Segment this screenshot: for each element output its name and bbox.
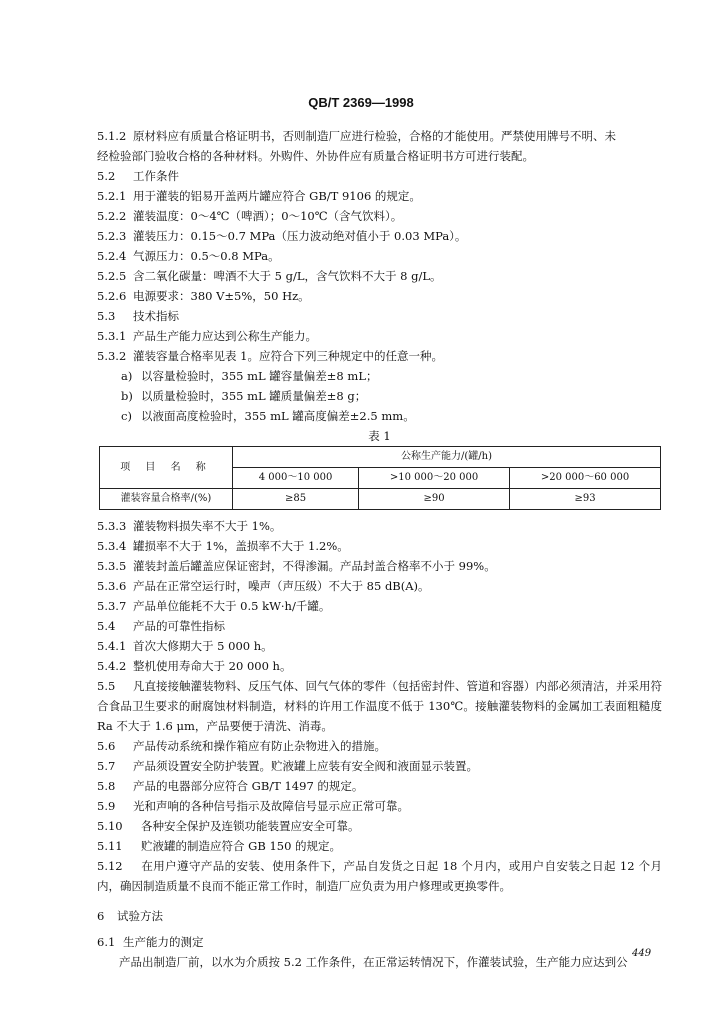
clause-line bbox=[97, 326, 662, 346]
clause-line bbox=[97, 796, 662, 816]
clause-line bbox=[97, 556, 662, 576]
clause-number: 5.1.2 bbox=[97, 129, 127, 143]
clause-text: 灌装压力：0.15～0.7 MPa（压力波动绝对值小于 0.03 MPa）。 bbox=[133, 229, 467, 243]
clause-number: 5.2 bbox=[97, 169, 116, 183]
clause-number: 5.3.6 bbox=[97, 579, 127, 593]
clause-line bbox=[97, 576, 662, 596]
table-cell: ≥85 bbox=[233, 489, 359, 510]
clause-number: 5.3 bbox=[97, 309, 116, 323]
sub-item bbox=[97, 406, 662, 426]
clause-text: 技术指标 bbox=[133, 309, 179, 323]
section-heading bbox=[97, 166, 662, 186]
clause-text: 灌装物料损失率不大于 1%。 bbox=[133, 519, 282, 533]
clause-line bbox=[97, 636, 662, 656]
clause-text: 在用户遵守产品的安装、使用条件下，产品自发货之日起 18 个月内，或用户自安装之日起 12 个月内，确因制造质量不良而不能正常工作时，制造厂应负责为用户修理或更换零件。 bbox=[97, 859, 662, 893]
row-label: 灌装容量合格率/(%) bbox=[100, 489, 233, 510]
section-heading bbox=[97, 932, 662, 952]
clause-number: 5.2.2 bbox=[97, 209, 127, 223]
clause-number: 5.3.4 bbox=[97, 539, 127, 553]
clause-text: 电源要求：380 V±5%，50 Hz。 bbox=[133, 289, 310, 303]
clause-number: 5.12 bbox=[97, 859, 123, 873]
chapter-title: 试验方法 bbox=[117, 909, 163, 923]
section-heading bbox=[97, 306, 662, 326]
section-heading bbox=[97, 616, 662, 636]
range-header: 4 000～10 000 bbox=[233, 468, 359, 489]
clause-text: 光和声响的各种信号指示及故障信号显示应正常可靠。 bbox=[133, 799, 409, 813]
sub-item-text: 以质量检验时，355 mL 罐质量偏差±8 g； bbox=[141, 389, 367, 403]
clause-text: 灌装容量合格率见表 1。应符合下列三种规定中的任意一种。 bbox=[133, 349, 443, 363]
clause-text: 产品在正常空运行时，噪声（声压级）不大于 85 dB(A)。 bbox=[133, 579, 430, 593]
clause-line bbox=[97, 756, 662, 776]
sub-item-text: 以容量检验时，355 mL 罐容量偏差±8 mL； bbox=[141, 369, 378, 383]
sub-item-text: 以液面高度检验时，355 mL 罐高度偏差±2.5 mm。 bbox=[141, 409, 415, 423]
clause-number: 5.9 bbox=[97, 799, 116, 813]
clause-number: 5.4.2 bbox=[97, 659, 127, 673]
sub-item-label: c) bbox=[121, 409, 132, 423]
clause-line bbox=[97, 186, 662, 206]
clause-line bbox=[97, 346, 662, 366]
clause-line bbox=[97, 536, 662, 556]
clause-line bbox=[97, 776, 662, 796]
clause-paragraph bbox=[97, 952, 662, 972]
item-name-header: 项 目 名 称 bbox=[100, 447, 233, 489]
clause-text: 灌装温度：0～4℃（啤酒）；0～10℃（含气饮料）。 bbox=[133, 209, 403, 223]
clause-number: 5.3.2 bbox=[97, 349, 127, 363]
clause-text: 产品出制造厂前，以水为介质按 5.2 工作条件，在正常运转情况下，作灌装试验，生产能力应达到公 bbox=[119, 955, 628, 969]
clause-text: 原材料应有质量合格证明书，否则制造厂应进行检验，合格的才能使用。严禁使用牌号不明、未 bbox=[133, 129, 616, 143]
clause-line bbox=[97, 126, 662, 146]
clause-text: 首次大修期大于 5 000 h。 bbox=[133, 639, 273, 653]
clause-paragraph bbox=[97, 676, 662, 736]
clause-line bbox=[97, 266, 662, 286]
chapter-heading bbox=[97, 906, 662, 926]
clause-number: 5.3.1 bbox=[97, 329, 127, 343]
page-header-standard-code: QB/T 2369—1998 bbox=[308, 95, 414, 110]
clause-text: 经检验部门验收合格的各种材料。外购件、外协件应有质量合格证明书方可进行装配。 bbox=[97, 149, 534, 163]
clause-line bbox=[97, 736, 662, 756]
clause-number: 5.6 bbox=[97, 739, 116, 753]
clause-line bbox=[97, 816, 662, 836]
clause-number: 5.3.5 bbox=[97, 559, 127, 573]
capacity-table bbox=[99, 446, 661, 510]
clause-text: 产品的电器部分应符合 GB/T 1497 的规定。 bbox=[133, 779, 364, 793]
table-row bbox=[100, 489, 661, 510]
sub-item-label: b) bbox=[121, 389, 133, 403]
range-header: >10 000～20 000 bbox=[359, 468, 510, 489]
page-number: 449 bbox=[632, 948, 652, 959]
clause-text: 产品传动系统和操作箱应有防止杂物进入的措施。 bbox=[133, 739, 386, 753]
table-cell: ≥90 bbox=[359, 489, 510, 510]
clause-text: 产品须设置安全防护装置。贮液罐上应装有安全阀和液面显示装置。 bbox=[133, 759, 478, 773]
capacity-header: 公称生产能力/(罐/h) bbox=[233, 447, 661, 468]
clause-line bbox=[97, 596, 662, 616]
table-cell: ≥93 bbox=[510, 489, 661, 510]
clause-number: 5.4 bbox=[97, 619, 116, 633]
clause-number: 5.2.5 bbox=[97, 269, 127, 283]
clause-line bbox=[97, 246, 662, 266]
clause-text: 工作条件 bbox=[133, 169, 179, 183]
clause-number: 5.10 bbox=[97, 819, 123, 833]
clause-paragraph bbox=[97, 856, 662, 896]
clause-text: 凡直接接触灌装物料、反压气体、回气气体的零件（包括密封件、管道和容器）内部必须清洁，并采用符合食品卫生要求的耐腐蚀材料制造，材料的许用工作温度不低于 130℃。接触灌装物料的金属加工表面粗糙度 Ra 不大于 1.6 μm，产品要便于清洗、消毒。 bbox=[97, 679, 662, 733]
clause-text: 整机使用寿命大于 20 000 h。 bbox=[133, 659, 292, 673]
range-header: >20 000～60 000 bbox=[510, 468, 661, 489]
clause-text: 各种安全保护及连锁功能装置应安全可靠。 bbox=[141, 819, 360, 833]
clause-text: 含二氧化碳量：啤酒不大于 5 g/L，含气饮料不大于 8 g/L。 bbox=[133, 269, 442, 283]
clause-text: 罐损率不大于 1%，盖损率不大于 1.2%。 bbox=[133, 539, 349, 553]
sub-item-label: a) bbox=[121, 369, 133, 383]
clause-number: 5.2.3 bbox=[97, 229, 127, 243]
clause-line bbox=[97, 226, 662, 246]
clause-line bbox=[97, 516, 662, 536]
document-body bbox=[97, 126, 662, 972]
clause-line bbox=[97, 206, 662, 226]
clause-number: 5.4.1 bbox=[97, 639, 127, 653]
clause-number: 5.2.1 bbox=[97, 189, 127, 203]
clause-text: 用于灌装的铝易开盖两片罐应符合 GB/T 9106 的规定。 bbox=[133, 189, 421, 203]
clause-number: 5.5 bbox=[97, 679, 116, 693]
clause-text: 贮液罐的制造应符合 GB 150 的规定。 bbox=[141, 839, 342, 853]
clause-number: 5.2.6 bbox=[97, 289, 127, 303]
clause-number: 5.2.4 bbox=[97, 249, 127, 263]
clause-text: 产品的可靠性指标 bbox=[133, 619, 225, 633]
clause-text: 产品单位能耗不大于 0.5 kW·h/千罐。 bbox=[133, 599, 331, 613]
sub-item bbox=[97, 366, 662, 386]
clause-number: 5.8 bbox=[97, 779, 116, 793]
clause-line bbox=[97, 146, 662, 166]
clause-line bbox=[97, 656, 662, 676]
clause-number: 5.3.3 bbox=[97, 519, 127, 533]
chapter-number: 6 bbox=[97, 909, 105, 923]
clause-number: 5.7 bbox=[97, 759, 116, 773]
clause-text: 气源压力：0.5～0.8 MPa。 bbox=[133, 249, 280, 263]
clause-text: 产品生产能力应达到公称生产能力。 bbox=[133, 329, 317, 343]
clause-line bbox=[97, 286, 662, 306]
clause-text: 生产能力的测定 bbox=[123, 935, 204, 949]
sub-item bbox=[97, 386, 662, 406]
clause-text: 灌装封盖后罐盖应保证密封，不得渗漏。产品封盖合格率不小于 99%。 bbox=[133, 559, 496, 573]
clause-number: 5.3.7 bbox=[97, 599, 127, 613]
clause-number: 6.1 bbox=[97, 935, 116, 949]
table-caption: 表 1 bbox=[368, 429, 391, 443]
table-row bbox=[100, 447, 661, 468]
clause-number: 5.11 bbox=[97, 839, 123, 853]
clause-line bbox=[97, 836, 662, 856]
